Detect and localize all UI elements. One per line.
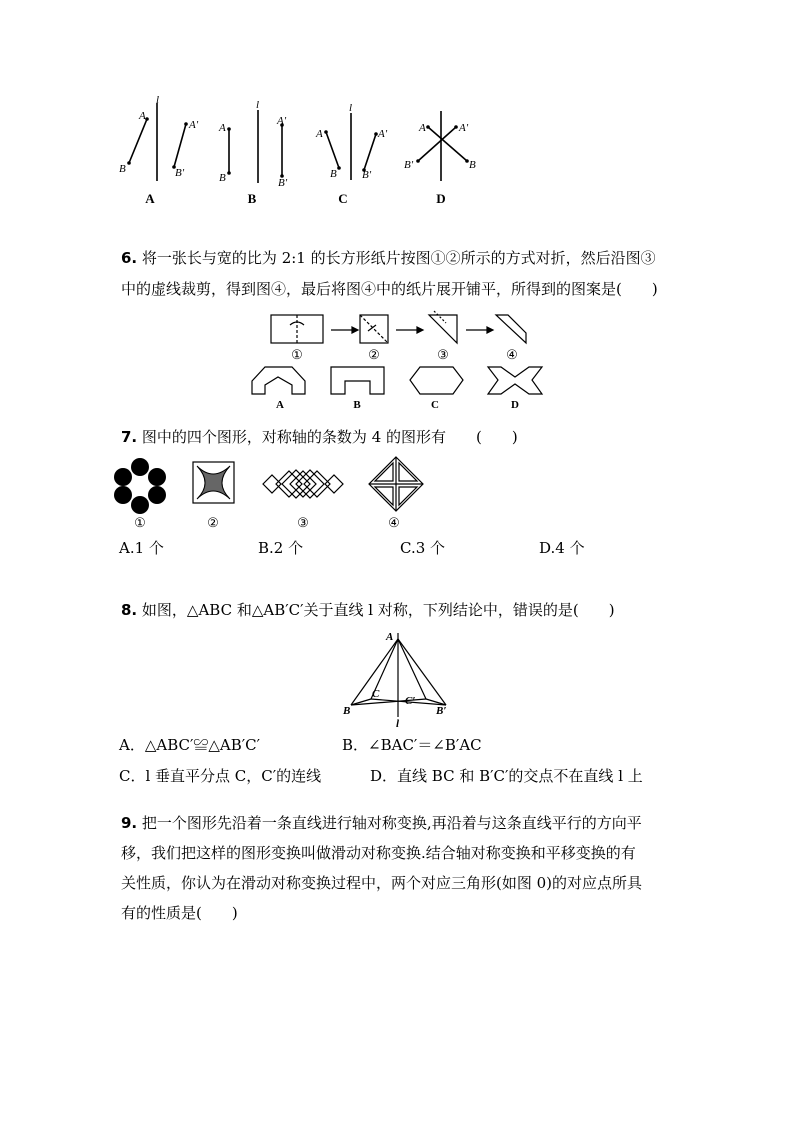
q7-figure-label-1: ① — [134, 515, 146, 530]
q5-option-b: B — [247, 191, 257, 206]
q6-step-label-1: ① — [291, 347, 303, 362]
q5d-label-b2: B′ — [404, 159, 414, 171]
q5b-label-l: l — [256, 99, 260, 111]
q5c-label-b: B — [330, 168, 337, 180]
q5-option-d: D — [436, 191, 446, 206]
q6-line1 — [121, 243, 681, 273]
q5b-label-a2: A′ — [277, 115, 287, 127]
q6-text-line1: 将一张长与宽的比为 2:1 的长方形纸片按图①②所示的方式对折，然后沿图③ — [141, 249, 656, 267]
q5a-label-a2: A′ — [189, 119, 199, 131]
q6-step-label-4: ④ — [506, 347, 518, 362]
q7-option-a: A.1 个 — [119, 539, 164, 557]
q8-option-c: C．l 垂直平分点 C，C′的连线 — [119, 767, 322, 785]
q7-text: 图中的四个图形，对称轴的条数为 4 的图形有 ( ) — [141, 428, 518, 446]
q5d-label-a2: A′ — [459, 122, 469, 134]
q7-square-star-figure — [193, 462, 234, 503]
q6-option-b-shape — [331, 367, 384, 394]
q7-option-c: C.3 个 — [400, 539, 446, 557]
q5c-label-a2: A′ — [378, 128, 388, 140]
q5a-label-l: l — [156, 94, 160, 106]
q6-line2 — [121, 274, 681, 304]
q5-option-c: C — [338, 191, 348, 206]
q5b-label-b2: B′ — [278, 177, 288, 189]
q8-option-d: D．直线 BC 和 B′C′的交点不在直线 l 上 — [370, 767, 643, 785]
q6-option-a-shape — [252, 367, 305, 394]
q9-text-line4: 有的性质是( ) — [121, 904, 238, 922]
q6-figures — [0, 305, 794, 425]
q6-option-d: D — [511, 399, 519, 411]
q5-option-a: A — [145, 191, 155, 206]
q6-option-a: A — [276, 399, 284, 411]
q8-label-b2: B′ — [436, 705, 447, 717]
q6-option-c: C — [431, 399, 439, 411]
q8-label-l: l — [396, 718, 400, 730]
q8-label-b: B — [343, 705, 351, 717]
q7-number: 7. — [121, 428, 138, 446]
q6-option-b: B — [353, 399, 361, 411]
q7-option-b: B.2 个 — [258, 539, 304, 557]
q7-option-d: D.4 个 — [539, 539, 585, 557]
q8-label-c: C — [372, 688, 380, 700]
q8-label-c2: C′ — [405, 695, 416, 707]
q5a-segment-ab — [129, 119, 147, 163]
q9-number: 9. — [121, 814, 138, 832]
q6-number: 6. — [121, 249, 138, 267]
q8-label-a: A — [386, 631, 394, 643]
q9-text-line1: 把一个图形先沿着一条直线进行轴对称变换,再沿着与这条直线平行的方向平 — [141, 814, 642, 832]
q8-text: 如图，△ABC 和△AB′C′关于直线 l 对称，下列结论中，错误的是( ) — [141, 601, 615, 619]
q5b-label-a: A — [219, 122, 226, 134]
q5a-label-b: B — [119, 163, 126, 175]
q5a-segment-a2b2 — [174, 124, 186, 167]
q6-step4-strip — [496, 315, 526, 343]
q7-figures — [0, 455, 794, 535]
q6-text-line2: 中的虚线裁剪，得到图④，最后将图④中的纸片展开铺平，所得到的图案是( ) — [121, 280, 658, 298]
q5c-label-b2: B′ — [362, 169, 372, 181]
q7-figure-label-2: ② — [207, 515, 219, 530]
q6-step-label-3: ③ — [437, 347, 449, 362]
q8-figure — [0, 625, 794, 735]
q8-number: 8. — [121, 601, 138, 619]
q7-flower-figure — [114, 458, 166, 514]
q8-option-b: B．∠BAC′＝∠B′AC — [342, 736, 482, 754]
q6-step-label-2: ② — [368, 347, 380, 362]
q5-figures — [0, 0, 794, 220]
q6-step1-rect — [271, 315, 323, 343]
q9-text-line2: 移，我们把这样的图形变换叫做滑动对称变换.结合轴对称变换和平移变换的有 — [121, 844, 636, 862]
q7-diamond-figure — [369, 457, 423, 511]
q5a-label-b2: B′ — [175, 167, 185, 179]
q9-block — [121, 808, 681, 928]
q7-line — [121, 422, 681, 452]
q5c-label-l: l — [349, 102, 353, 114]
q5c-segment-ab — [326, 132, 339, 168]
q5c-segment-a2b2 — [364, 134, 376, 170]
q5d-label-a: A — [419, 122, 426, 134]
q9-text-line3: 关性质，你认为在滑动对称变换过程中，两个对应三角形(如图 0)的对应点所具 — [121, 874, 643, 892]
q9-line1 — [121, 808, 681, 838]
q6-option-c-shape — [410, 367, 463, 394]
q5a-label-a: A — [139, 110, 146, 122]
q7-figure-label-3: ③ — [297, 515, 309, 530]
q7-knot-figure — [263, 470, 343, 498]
q6-option-d-shape — [488, 367, 542, 394]
q7-figure-label-4: ④ — [388, 515, 400, 530]
q8-option-a: A．△ABC′≌△AB′C′ — [119, 736, 261, 754]
q8-line — [121, 595, 681, 625]
q5b-label-b: B — [219, 172, 226, 184]
q5c-label-a: A — [316, 128, 323, 140]
q5d-label-b: B — [469, 159, 476, 171]
